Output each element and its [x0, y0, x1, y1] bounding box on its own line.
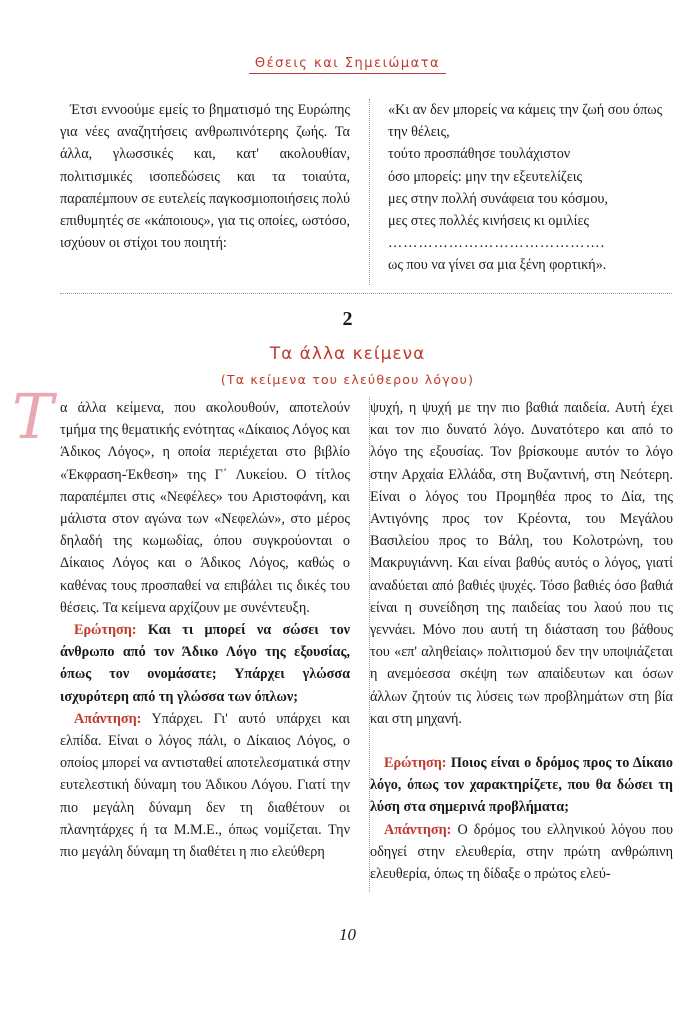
- section-number: 2: [342, 308, 353, 330]
- drop-cap: Τ: [12, 380, 54, 453]
- question-label: Ερώτηση:: [74, 622, 137, 639]
- question-2: [370, 752, 673, 819]
- answer-label: Απάντηση:: [384, 821, 452, 838]
- paragraph-gap: [370, 730, 673, 752]
- verse-line: «Κι αν δεν μπορείς να κάμεις την ζωή σου όπως την θέλεις,: [388, 102, 663, 141]
- verse-line: τούτο προσπάθησε τουλάχιστον: [388, 146, 571, 163]
- page-number: 10: [339, 925, 356, 944]
- answer-text: Υπάρχει. Γι' αυτό υπάρχει και ελπίδα. Είναι ο λόγος πάλι, ο Δίκαιος Λόγος, ο οποίος μπορεί να αντισταθεί αποτελεσματικά στην ευτελεστική δύναμη του Άδικου Λόγου. Γιατί την πιο μεγάλη δύναμη δεν τη διαθέτουν οι πλανητάρχες ή τα Μ.Μ.Ε., όπως νομίζεται. Την πιο μεγάλη δύναμη τη διαθέτει η πιο ελεύθερη: [60, 710, 350, 861]
- verse-line: μες στην πολλή συνάφεια του κόσμου,: [388, 190, 608, 207]
- question-text: Και τι μπορεί να σώσει τον άνθρωπο από τον Άδικο Λόγο της εξουσίας, όπως τον ονομάσατε; Υπάρχει γλώσσα ισχυρότερη από τη γλώσσα των όπλων;: [60, 622, 351, 705]
- section-title: Τα άλλα κείμενα: [269, 344, 426, 364]
- section-divider: [60, 293, 672, 294]
- right-text-column: [370, 397, 673, 885]
- question-1: [60, 619, 350, 708]
- answer-label: Απάντηση:: [74, 710, 142, 727]
- verse-line: μες στες πολλές κινήσεις κι ομιλίες: [388, 213, 590, 230]
- poem-quote: [388, 99, 672, 277]
- running-header: [0, 54, 695, 72]
- top-left-column: [60, 99, 350, 254]
- verse-line: όσο μπορείς: μην την εξευτελίζεις: [388, 168, 583, 185]
- top-left-paragraph: Έτσι εννοούμε εμείς το βηματισμό της Ευρώπης για νέες αναζητήσεις ανθρωπινότερης ζωής. Τα άλλα, γλωσσικές και, κατ' ακολουθίαν, πολιτισμικές ισοπεδώσεις και τα τοιαύτα, παραπέμπουν σε ευτελείς παγκοσμιοποιήσεις πολύ επιθυμητές σε «κάποιους», για τις οποίες, ωστόσο, ισχύουν οι στίχοι του ποιητή:: [60, 102, 350, 252]
- section-subtitle: (Τα κείμενα του ελεύθερου λόγου): [220, 372, 475, 387]
- intro-paragraph: [60, 397, 350, 619]
- left-text-column: [60, 397, 350, 863]
- answer-1: [60, 708, 350, 863]
- running-title: Θέσεις και Σημειώματα: [249, 56, 446, 74]
- answer-1-continued: ψυχή, η ψυχή με την πιο βαθιά παιδεία. Αυτή έχει και τον πιο δυνατό λόγο. Δυνατότερο και από το λόγο της εξουσίας. Τον βρίσκουμε αυτόν το λόγο στην Αρχαία Ελλάδα, στη Βυζαντινή, στη Νεότερη. Είναι ο λόγος του Προμηθέα προς το Δία, της Αντιγόνης προς τον Κρέοντα, του Μεγάλου Βασιλείου προς το Βάλη, του Κολοτρώνη, του Μακρυγιάννη. Και είναι βαθύς αυτός ο λόγος, γιατί αναδύεται από βαθιές ψυχές. Τόσο βαθιές όσο βαθιά είναι η συνείδηση της παιδείας του λαού που τις γεννάει. Μόνο που αυτή τη διάσταση του βάθους του «επ' αληθείαις» πολιτισμού δεν την υποψιάζεται η ανεμόεσσα σκέψη των απαίδευτων και όσων άλλων ζητούν τις λύσεις των προβλημάτων στη βία και στη μηχανή.: [370, 400, 673, 727]
- answer-text: Ο δρόμος του ελληνικού λόγου που οδηγεί στην ελευθερία, στην πρώτη ανθρώπινη ελευθερία, όπως τη δίδαξε ο πρώτος ελεύ-: [370, 821, 673, 883]
- question-label: Ερώτηση:: [384, 755, 447, 772]
- question-text: Ποιος είναι ο δρόμος προς το Δίκαιο λόγο, όπως τον χαρακτηρίζετε, που θα δώσει τη λύση στα σημερινά προβλήματα;: [370, 755, 673, 816]
- intro-text: α άλλα κείμενα, που ακολουθούν, αποτελούν τμήμα της θεματικής ενότητας «Δίκαιος Λόγος και Άδικος Λόγος», η οποία περιέχεται στο βιβλίο «Έκφραση-Έκθεση» της Γ΄ Λυκείου. Ο τίτλος παραπέμπει στις «Νεφέλες» του Αριστοφάνη, και μάλιστα στον αγώνα των «Νεφελών», στο μέρος δηλαδή της κωμωδίας, όπου συγκρούονται ο Δίκαιος Λόγος και ο Άδικος Λόγος, καθώς ο καθένας τους προσπαθεί να επιβάλει τις δικές του θέσεις. Τα κείμενα αρχίζουν με συνέντευξη.: [60, 400, 350, 616]
- answer-2: [370, 819, 673, 886]
- top-column-divider: [369, 99, 370, 285]
- verse-line: ως που να γίνει σα μια ξένη φορτική».: [388, 257, 607, 274]
- verse-ellipsis: …………………………………….: [388, 235, 606, 252]
